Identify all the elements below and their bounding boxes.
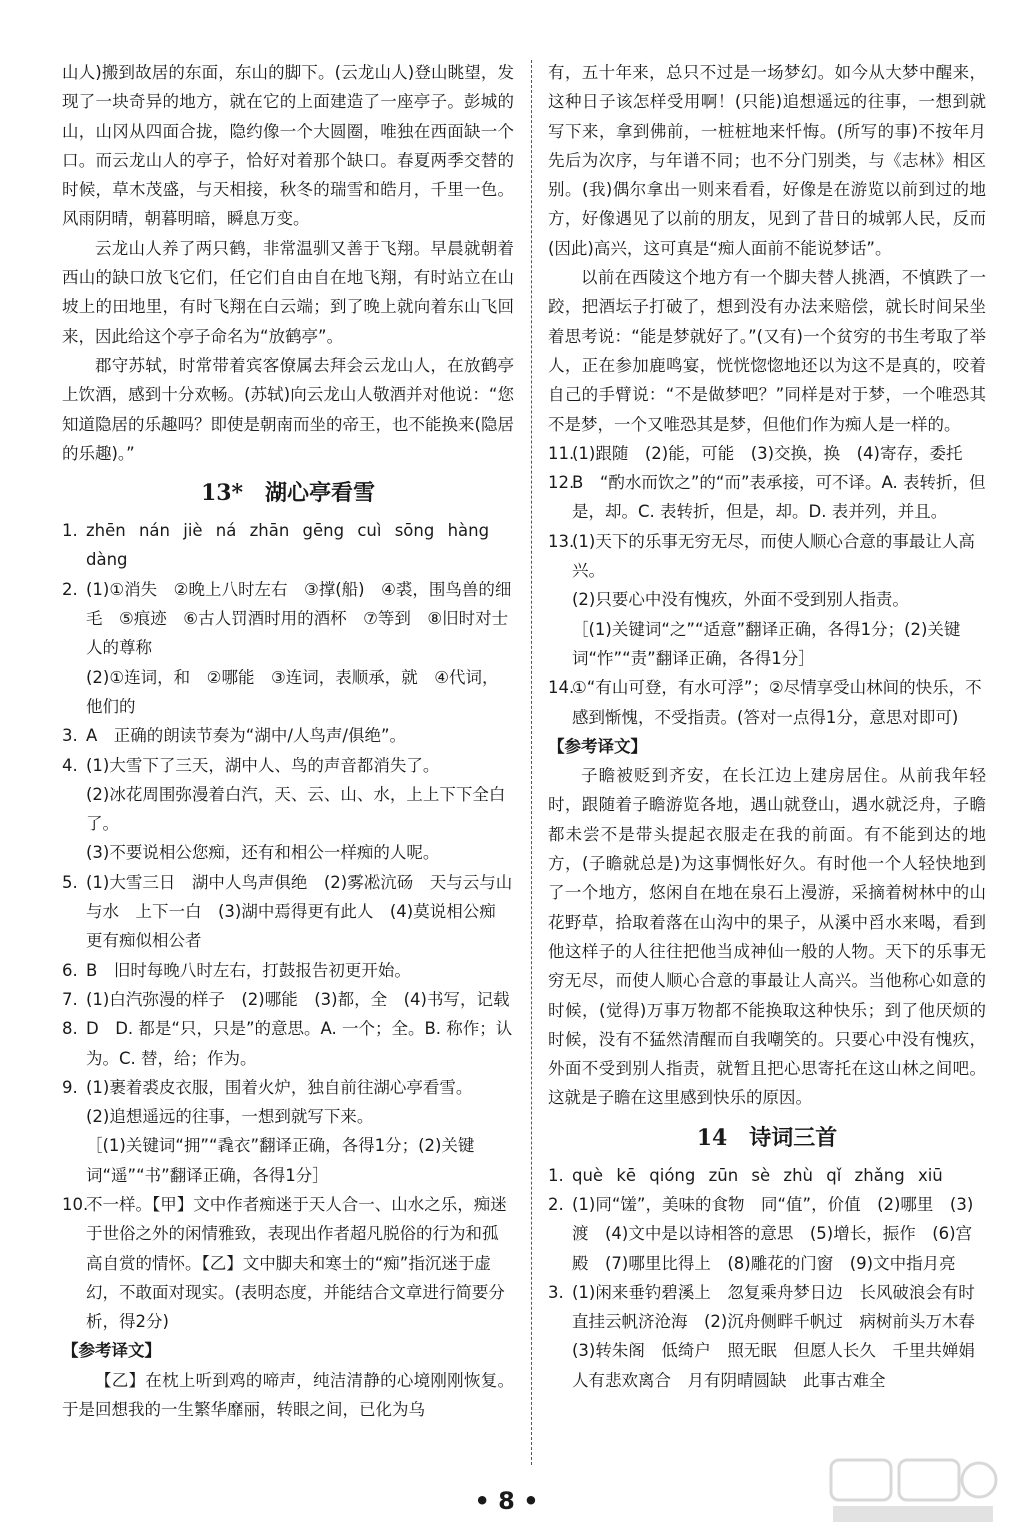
question-3 [548, 1278, 992, 1395]
answer-text: D D. 都是“只，只是”的意思。A. 一个；全。B. 称作；认为。C. 替，给；作为。 [86, 1019, 513, 1068]
question-number: 10. [62, 1194, 89, 1214]
question-number: 1. [548, 1165, 564, 1185]
answer-text: (2)冰花周围弥漫着白汽，天、云、山、水，上上下下全白了。 [86, 784, 506, 834]
answer-text: ①“有山可登，有水可浮”；②尽情享受山林间的快乐，不感到惭愧，不受指责。(答对一点得1分，意思对即可) [572, 678, 982, 727]
translation-paragraph: 【乙】在枕上听到鸡的啼声，纯洁清静的心境刚刚恢复。于是回想我的一生繁华靡丽，转眼之间，已化为乌 [62, 1370, 514, 1420]
answer-text: B “酌水而饮之”的“而”表承接，可不译。A. 表转折，但是，却。C. 表转折，但是，却。D. 表并列，并且。 [572, 473, 986, 522]
translation-paragraph: 子瞻被贬到齐安，在长江边上建房居住。从前我年轻时，跟随着子瞻游览各地，遇山就登山，遇水就泛舟，子瞻都未尝不是带头提起衣服走在我的前面。有不能到达的地方，(子瞻就总是)为这事惆怅好久。有时他一个人轻快地到了一个地方，悠闲自在地在泉石上漫游，采摘着树林中的山花野草，拾取着落在山沟中的果子，从溪中舀水来喝，看到他这样子的人往往把他当成神仙一般的人物。天下的乐事无穷无尽，而使人顺心合意的事最让人高兴。当他称心如意的时候，(觉得)万事万物都不能换取这种快乐；到了他厌烦的时候，没有不猛然清醒而自我嘲笑的。只要心中没有愧疚，外面不受到别人指责，就暂且把心思寄托在这山林之间吧。这就是子瞻在这里感到快乐的原因。 [548, 766, 986, 1108]
question-number: 11. [548, 443, 575, 463]
question-8 [62, 1014, 514, 1073]
translation-paragraph: 云龙山人养了两只鹤，非常温驯又善于飞翔。早晨就朝着西山的缺口放飞它们，任它们自由自在地飞翔，有时站立在山坡上的田地里，有时飞翔在白云端；到了晚上就向着东山飞回来，因此给这个亭子命名为“放鹤亭”。 [62, 238, 514, 346]
answer-text: (2)追想遥远的往事，一想到就写下来。 [86, 1107, 374, 1127]
question-number: 6. [62, 960, 78, 980]
question-number: 8. [62, 1019, 78, 1039]
answer-text: (1)跟随 (2)能，可能 (3)交换，换 (4)寄存，委托 [572, 443, 963, 463]
scoring-note: ［(1)关键词“之”“适意”翻译正确，各得1分；(2)关键词“怍”“责”翻译正确，各得1分］ [572, 619, 961, 668]
question-number: 1. [62, 521, 78, 541]
left-column [62, 58, 514, 1424]
question-12 [548, 468, 986, 527]
translation-paragraph: 山人)搬到故居的东面，东山的脚下。(云龙山人)登山眺望，发现了一块奇异的地方，就在它的上面建造了一座亭子。彭城的山，山冈从四面合拢，隐约像一个大圆圈，唯独在西面缺一个口。而云龙山人的亭子，恰好对着那个缺口。春夏两季交替的时候，草木茂盛，与天相接，秋冬的瑞雪和皓月，千里一色。风雨阴晴，朝暮明暗，瞬息万变。 [62, 63, 514, 229]
answer-text: (2)只要心中没有愧疚，外面不受到别人指责。 [572, 590, 909, 610]
watermark-logo [829, 1456, 999, 1526]
question-3 [62, 721, 514, 750]
page-number: • 8 • [474, 1487, 539, 1515]
question-14 [548, 673, 986, 732]
pinyin-answer: zhēn nán jiè ná zhān gēng cuì sōng hàng dàng [86, 521, 490, 570]
question-number: 3. [548, 1282, 564, 1302]
answer-text: (1)白汽弥漫的样子 (2)哪能 (3)都，全 (4)书写，记载 [86, 989, 510, 1009]
answer-text: (1)①消失 ②晚上八时左右 ③撑(船) ④裘，围鸟兽的细毛 ⑤痕迹 ⑥古人罚酒时用的酒杯 ⑦等到 ⑧旧时对士人的尊称 [86, 579, 512, 658]
question-number: 12. [548, 473, 575, 493]
reference-translation-label: 【参考译文】 [62, 1341, 161, 1361]
answer-text: (1)裹着裘皮衣服，围着火炉，独自前往湖心亭看雪。 [86, 1077, 473, 1097]
pinyin-answer: què kē qióng zūn sè zhù qǐ zhǎng xiū [572, 1165, 943, 1185]
question-11 [548, 439, 986, 468]
answer-text: (3)不要说相公您痴，还有和相公一样痴的人呢。 [86, 843, 440, 863]
question-number: 2. [62, 579, 78, 599]
translation-paragraph: 以前在西陵这个地方有一个脚夫替人挑酒，不慎跌了一跤，把酒坛子打破了，想到没有办法来赔偿，就长时间呆坐着思考说：“能是梦就好了。”(又有)一个贫穷的书生考取了举人，正在参加鹿鸣宴，恍恍惚惚地还以为这不是真的，咬着自己的手臂说：“不是做梦吧？”同样是对于梦，一个唯恐其不是梦，一个又唯恐其是梦，但他们作为痴人是一样的。 [548, 268, 986, 434]
section-title-14: 14 诗词三首 [696, 1124, 838, 1151]
right-column [548, 58, 992, 1395]
answer-text: (1)大雪三日 湖中人鸟声俱绝 (2)雾凇沆砀 天与云与山与水 上下一白 (3)湖中焉得更有此人 (4)莫说相公痴 更有痴似相公者 [86, 872, 513, 951]
answer-text: (1)闲来垂钓碧溪上 忽复乘舟梦日边 长风破浪会有时 直挂云帆济沧海 (2)沉舟侧畔千帆过 病树前头万木春 (3)转朱阁 低绮户 照无眠 但愿人长久 千里共婵娟 人有悲欢离合 月有阴晴圆缺 此事古难全 [572, 1282, 992, 1390]
question-4 [62, 751, 514, 780]
answer-text: (1)同“馐”，美味的食物 同“值”，价值 (2)哪里 (3)渡 (4)文中是以诗相答的意思 (5)增长，振作 (6)宫殿 (7)哪里比得上 (8)雕花的门窗 (9)文中指月亮 [572, 1194, 974, 1273]
question-2 [62, 575, 514, 663]
answer-text: 不一样。【甲】文中作者痴迷于天人合一、山水之乐，痴迷于世俗之外的闲情雅致，表现出作者超凡脱俗的行为和孤高自赏的情怀。【乙】文中脚夫和寒士的“痴”指沉迷于虚幻，不敢面对现实。(表明态度，并能结合文章进行简要分析，得2分) [86, 1194, 507, 1332]
section-title-13: 13* 湖心亭看雪 [200, 480, 376, 507]
question-number: 2. [548, 1194, 564, 1214]
answer-text: A 正确的朗读节奏为“湖中/人鸟声/俱绝”。 [86, 726, 407, 746]
answer-text: (2)①连词，和 ②哪能 ③连词，表顺承，就 ④代词，他们的 [86, 667, 499, 716]
question-1 [548, 1161, 986, 1190]
translation-paragraph: 郡守苏轼，时常带着宾客僚属去拜会云龙山人，在放鹤亭上饮酒，感到十分欢畅。(苏轼)向云龙山人敬酒并对他说：“您知道隐居的乐趣吗？即使是朝南而坐的帝王，也不能换来(隐居的乐趣)。” [62, 355, 514, 463]
question-13 [548, 527, 986, 586]
question-number: 9. [62, 1077, 78, 1097]
question-5 [62, 868, 514, 956]
question-number: 3. [62, 726, 78, 746]
question-number: 5. [62, 872, 78, 892]
answer-text: B 旧时每晚八时左右，打鼓报告初更开始。 [86, 960, 411, 980]
question-1 [62, 516, 514, 575]
scoring-note: ［(1)关键词“拥”“毳衣”翻译正确，各得1分；(2)关键词“遥”“书”翻译正确，各得1分］ [86, 1136, 475, 1185]
question-2 [548, 1190, 986, 1278]
answer-text: (1)天下的乐事无穷无尽，而使人顺心合意的事最让人高兴。 [572, 531, 975, 581]
reference-translation-label: 【参考译文】 [548, 736, 647, 756]
question-9 [62, 1073, 514, 1102]
question-number: 7. [62, 989, 78, 1009]
answer-text: (1)大雪下了三天，湖中人、鸟的声音都消失了。 [86, 755, 440, 775]
question-6 [62, 956, 514, 985]
question-7 [62, 985, 514, 1014]
column-divider [531, 60, 532, 1465]
translation-paragraph: 有，五十年来，总只不过是一场梦幻。如今从大梦中醒来，这种日子该怎样受用啊！(只能)追想遥远的往事，一想到就写下来，拿到佛前，一桩桩地来忏悔。(所写的事)不按年月先后为次序，与年谱不同；也不分门别类，与《志林》相区别。(我)偶尔拿出一则来看看，好像是在游览以前到过的地方，好像遇见了以前的朋友，见到了昔日的城郭人民，反而(因此)高兴，这可真是“痴人面前不能说梦话”。 [548, 63, 986, 258]
question-10 [62, 1190, 514, 1336]
question-number: 13. [548, 531, 575, 551]
question-number: 14. [548, 678, 575, 698]
question-number: 4. [62, 755, 78, 775]
